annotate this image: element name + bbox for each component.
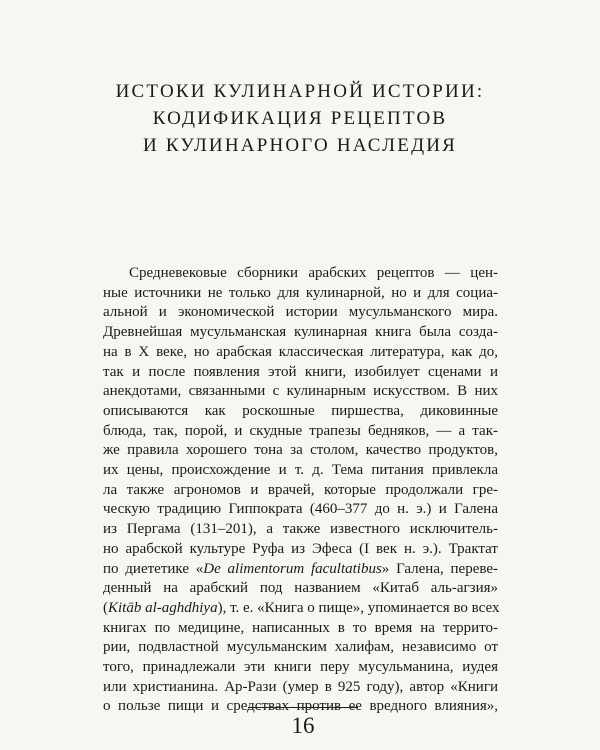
text-line: на в X веке, но арабская классическая литература, как до,	[103, 343, 498, 360]
text-run: по диететике «	[103, 560, 204, 577]
text-line	[103, 599, 498, 619]
body-paragraph	[103, 264, 498, 717]
text-line: альной и экономической истории мусульманского мира.	[103, 304, 498, 321]
text-line: же правила хорошего тона за столом, качество продуктов,	[103, 442, 498, 459]
text-line: но арабской культуре Руфа из Эфеса (I век н. э.). Трактат	[103, 540, 498, 557]
text-line: ные источники не только для кулинарной, но и для социа-	[103, 284, 498, 301]
text-line: ческую традицию Гиппократа (460–377 до н. э.) и Галена	[103, 501, 498, 518]
text-line: того, принадлежали эти книги перу мусульманина, иудея	[103, 659, 498, 676]
text-run: (	[103, 599, 108, 616]
chapter-title-line: ИСТОКИ КУЛИНАРНОЙ ИСТОРИИ:	[115, 81, 485, 102]
arabic-transliteration: Kitāb al-aghdhiya	[108, 599, 218, 616]
text-line: описываются как роскошные пиршества, диковинные	[103, 402, 498, 419]
text-line: Древнейшая мусульманская кулинарная книга была созда-	[103, 324, 498, 341]
footer-rule	[248, 707, 358, 708]
chapter-title-line: И КУЛИНАРНОГО НАСЛЕДИЯ	[142, 135, 458, 156]
text-line: Средневековые сборники арабских рецептов — цен-	[129, 265, 498, 281]
chapter-title	[60, 78, 540, 159]
chapter-title-line: КОДИФИКАЦИЯ РЕЦЕПТОВ	[152, 108, 448, 129]
text-line: их цены, происхождение и т. д. Тема питания привлекла	[103, 462, 498, 479]
latin-title: De alimentorum facultatibus	[203, 560, 382, 577]
text-line: из Пергама (131–201), а также известного исключитель-	[103, 521, 498, 538]
page-number: 16	[291, 713, 315, 738]
text-line	[103, 560, 498, 580]
text-run: ), т. е. «Книга о пище», упоминается во всех	[217, 599, 500, 616]
text-line: рии, подвластной мусульманским халифам, независимо от	[103, 639, 498, 656]
text-run: » Галена, переве-	[381, 560, 498, 577]
text-line: денный на арабский под названием «Китаб аль-агзия»	[103, 580, 498, 597]
text-line: книгах по медицине, написанных в то время на террито-	[103, 619, 498, 636]
text-line: так и после появления этой книги, изобилует сценами и	[103, 363, 498, 380]
text-line: о пользе пищи и средствах против ее вредного влияния»,	[103, 698, 498, 715]
text-line: или христианина. Ар-Рази (умер в 925 году), автор «Книги	[103, 678, 498, 695]
text-line: ла также агрономов и врачей, которые продолжали гре-	[103, 481, 498, 498]
text-line: блюда, так, порой, и скудные трапезы бедняков, — а так-	[103, 422, 498, 439]
text-line: анекдотами, связанными с кулинарным искусством. В них	[103, 383, 498, 400]
